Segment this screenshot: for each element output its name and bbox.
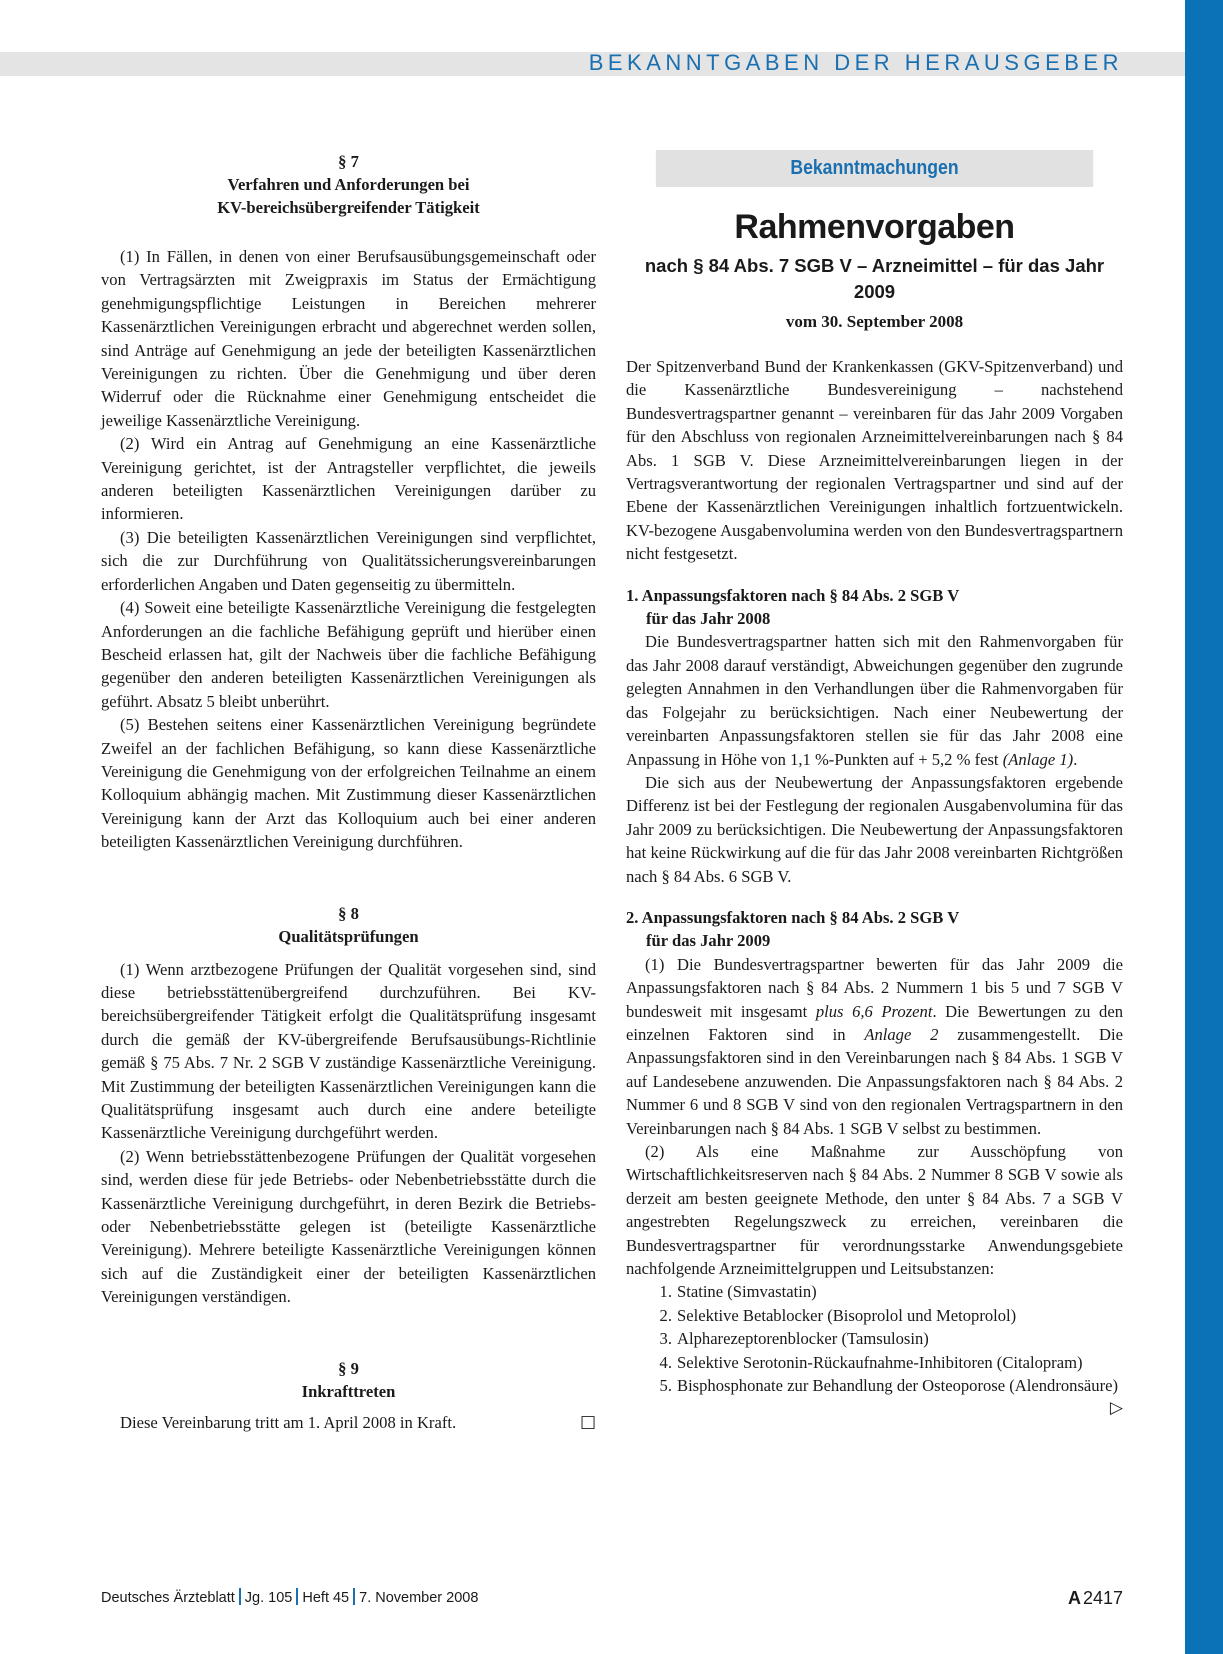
sec2-p1-text-c: . Die Bewertungen zu den einzelnen Faktoren sind in [626,1001,1123,1044]
sec2-paragraph-1 [626,953,1123,1140]
announcement-banner: Bekanntmachungen [656,150,1093,187]
journal-volume: Jg. 105 [244,1590,293,1606]
section-7-paragraph-4: (4) Soweit eine beteiligte Kassenärztliche Vereinigung die festgelegten Anforderungen an die fachliche Befähigung geprüft und hierüber einen Bescheid erlassen hat, gilt der Nachweis über die fachliche Befähigung gegenüber den anderen beteiligten Kassenärztlichen Vereinigungen als geführt. Absatz 5 bleibt unberührt. [101,598,596,711]
journal-issue: Heft 45 [302,1590,350,1606]
annex-1-ref: (Anlage 1) [1002,749,1074,769]
heading-1-line1: 1. Anpassungsfaktoren nach § 84 Abs. 2 SGB V [626,585,960,605]
page-footer [101,1586,1123,1610]
page-number [1068,1586,1123,1610]
section-8-title: Qualitätsprüfungen [278,926,419,946]
intro-paragraph: Der Spitzenverband Bund der Krankenkassen (GKV-Spitzenverband) und die Kassenärztliche Bundesvereinigung – nachstehend Bundesvertragspartner genannt – vereinbaren für das Jahr 2009 Vorgaben für den Abschluss von regionalen Arzneimittelvereinbarungen nach § 84 Abs. 1 SGB V. Diese Arzneimittelvereinbarungen liegen in der Vertragsverantwortung der regionalen Vertragspartner und sind auf der Ebene der Kassenärztlichen Vereinigungen inhaltlich fortzuentwickeln. KV-bezogene Ausgabenvolumina werden von den Bundesvertragspartnern nicht festgesetzt. [626,357,1123,564]
annex-2-ref: Anlage 2 [864,1024,939,1044]
list-item-text [677,1374,1123,1421]
list-item-number: 5. [659,1376,672,1396]
section-7-paragraph-3: (3) Die beteiligten Kassenärztlichen Vereinigungen sind verpflichtet, sich die zur Durchführung von Qualitätssicherungsvereinbarungen erforderlichen Angaben und Daten gegenseitig zu übermitteln. [101,527,596,594]
section-7-paragraph-5: (5) Bestehen seitens einer Kassenärztlichen Vereinigung begründete Zweifel an der fachlichen Befähigung, so kann diese Kassenärztliche Vereinigung die Genehmigung von der erfolgreichen Teilnahme an einem Kolloquium abhängig machen. Mit Zustimmung dieser Kassenärztlichen Vereinigung kann der Arzt das Kolloquium auch bei einer anderen beteiligten Kassenärztlichen Vereinigung durchführen. [101,715,596,852]
list-item [626,1304,1123,1327]
section-7-number: § 7 [338,152,359,171]
section-7-title-line2: KV-bereichsübergreifender Tätigkeit [217,198,480,217]
section-9-text: Diese Vereinbarung tritt am 1. April 2008 in Kraft. [120,1412,457,1432]
section-7-title-line1: Verfahren und Anforderungen bei [227,175,470,194]
heading-1 [626,584,1123,631]
sec1-paragraph-1 [626,630,1123,770]
section-8-paragraph-2: (2) Wenn betriebsstättenbezogene Prüfungen der Qualität vorgesehen sind, werden diese für jede Betriebs- oder Nebenbetriebsstätte durch die Kassenärztliche Vereinigung durchgeführt, in deren Bezirk die Betriebs- oder Nebenbetriebsstätte gelegen ist (beteiligte Kassenärztliche Vereinigung). Mehrere beteiligte Kassenärztliche Vereinigungen können sich auf die Zuständigkeit einer der beteiligten Kassenärztlichen Vereinigungen verständigen. [101,1146,596,1307]
heading-1-line2: für das Jahr 2008 [646,609,771,629]
footer-separator [296,1588,298,1605]
substance-list [626,1280,1123,1420]
list-item-number: 2. [659,1305,672,1325]
list-item [626,1280,1123,1303]
section-9-title: Inkrafttreten [301,1381,396,1401]
list-item-text: Alpharezeptorenblocker (Tamsulosin) [677,1329,929,1349]
heading-2-line2: für das Jahr 2009 [646,931,771,951]
end-mark-icon: □ [579,1411,596,1432]
sec1-p1-text: Die Bundesvertragspartner hatten sich mit den Rahmenvorgaben für das Jahr 2008 darauf verständigt, Abweichungen gegenüber den zugrunde gelegten Annahmen in den Verhandlungen über die Rahmenvorgaben für das Folgejahr zu berücksichtigen. Nach einer Neubewertung der vereinbarten Anpassungsfaktoren stellen sie für das Jahr 2008 eine Anpassung in Höhe von 1,1 %-Punkten auf + 5,2 % fest [626,632,1123,769]
section-8-paragraph-1: (1) Wenn arztbezogene Prüfungen der Qualität vorgesehen sind, sind diese betriebsstättenübergreifend durchzuführen. Bei KV-bereichsübergreifender Tätigkeit erfolgt die Qualitätsprüfung insgesamt durch die gemäß der KV-übergreifende Berufsausübungs-Richtlinie gemäß § 75 Abs. 7 Nr. 2 SGB V zuständige Kassenärztliche Vereinigung. Mit Zustimmung der beteiligten Kassenärztlichen Vereinigungen kann die Qualitätsprüfung insgesamt auch durch eine andere beteiligte Kassenärztliche Vereinigung durchgeführt werden. [101,959,596,1143]
list-item-text: Selektive Betablocker (Bisoprolol und Metoprolol) [677,1305,1017,1325]
page-number-value: 2417 [1082,1588,1123,1608]
section-7-paragraph-1: (1) In Fällen, in denen von einer Berufsausübungsgemeinschaft oder von Vertragsärzten mit Zweigpraxis im Status der Ermächtigung genehmigungspflichtige Leistungen in Bereichen mehrerer Kassenärztlichen Vereinigungen erbracht und abgerechnet werden sollen, sind Anträge auf Genehmigung an jede der beteiligten Kassenärztlichen Vereinigungen zu richten. Über die Genehmigung und über deren Widerruf oder die Rücknahme einer Genehmigung entscheidet die jeweilige Kassenärztliche Vereinigung. [101,247,596,430]
article-title: Rahmenvorgaben [734,208,1015,246]
sec2-paragraph-2: (2) Als eine Maßnahme zur Ausschöpfung von Wirtschaftlichkeitsreserven nach § 84 Abs. 2 Nummer 8 SGB V sowie als derzeit am besten geeignete Methode, den unter § 84 Abs. 7 a SGB V angestrebten Regelungszweck zu erreichen, vereinbaren die Bundesvertragspartner für verordnungsstarke Anwendungsgebiete nachfolgende Arzneimittelgruppen und Leitsubstanzen: [626,1142,1123,1279]
journal-name: Deutsches Ärzteblatt [101,1590,235,1606]
side-accent-bar [1185,0,1223,1654]
sec2-p1-text-e: zusammengestellt. Die Anpassungsfaktoren sind in den Vereinbarungen nach § 84 Abs. 1 SGB V auf Landesebene anzuwenden. Die Anpassungsfaktoren nach § 84 Abs. 2 Nummer 6 und 8 SGB V sind von den regionalen Vertragspartnern in den Vereinbarungen nach § 84 Abs. 1 SGB V selbst zu bestimmen. [626,1024,1123,1138]
heading-2 [626,906,1123,953]
section-7-paragraph-2: (2) Wird ein Antrag auf Genehmigung an eine Kassenärztliche Vereinigung gerichtet, ist der Antragsteller verpflichtet, die jeweils anderen beteiligten Kassenärztlichen Vereinigungen darüber zu informieren. [101,434,596,524]
section-title: BEKANNTGABEN DER HERAUSGEBER [588,50,1123,75]
article-date: vom 30. September 2008 [785,312,964,331]
heading-2-line1: 2. Anpassungsfaktoren nach § 84 Abs. 2 SGB V [626,907,960,927]
list-item-number: 3. [659,1329,672,1349]
article-subtitle: nach § 84 Abs. 7 SGB V – Arzneimittel – für das Jahr 2009 [644,255,1105,302]
section-9-paragraph-1 [101,1411,596,1434]
list-item [626,1327,1123,1350]
list-item-text-content: Bisphosphonate zur Behandlung der Osteoporose (Alendronsäure) [677,1376,1119,1396]
sec1-paragraph-2: Die sich aus der Neubewertung der Anpassungsfaktoren ergebende Differenz ist bei der Festlegung der regionalen Ausgabenvolumina für das Jahr 2009 zu berücksichtigen. Die Neubewertung der Anpassungsfaktoren hat keine Rückwirkung auf die für das Jahr 2008 vereinbarten Richtgrößen nach § 84 Abs. 6 SGB V. [626,772,1123,886]
list-item-number: 4. [659,1352,672,1372]
list-item [626,1351,1123,1374]
section-9-number: § 9 [338,1358,359,1378]
list-item-text: Selektive Serotonin-Rückaufnahme-Inhibitoren (Citalopram) [677,1352,1083,1372]
footer-separator [353,1588,355,1605]
list-item-number: 1. [659,1282,672,1302]
right-column [626,150,1123,1421]
page-prefix: A [1067,1588,1081,1608]
sec1-p1-end: . [1073,749,1078,769]
sec2-p1-text-a: (1) Die Bundesvertragspartner bewerten für das Jahr 2009 die Anpassungsfaktoren nach § 84 Abs. 2 Nummern 1 bis 5 und 7 SGB V bundesweit mit insgesamt [626,954,1123,1021]
list-item-text: Statine (Simvastatin) [677,1282,817,1302]
sec2-p1-emph: plus 6,6 Prozent [815,1001,933,1021]
section-8-number: § 8 [338,903,359,923]
left-column [101,150,596,1434]
continue-arrow-icon: ▷ [1109,1398,1123,1419]
list-item [626,1374,1123,1421]
journal-date: 7. November 2008 [359,1590,479,1606]
footer-separator [239,1588,241,1605]
